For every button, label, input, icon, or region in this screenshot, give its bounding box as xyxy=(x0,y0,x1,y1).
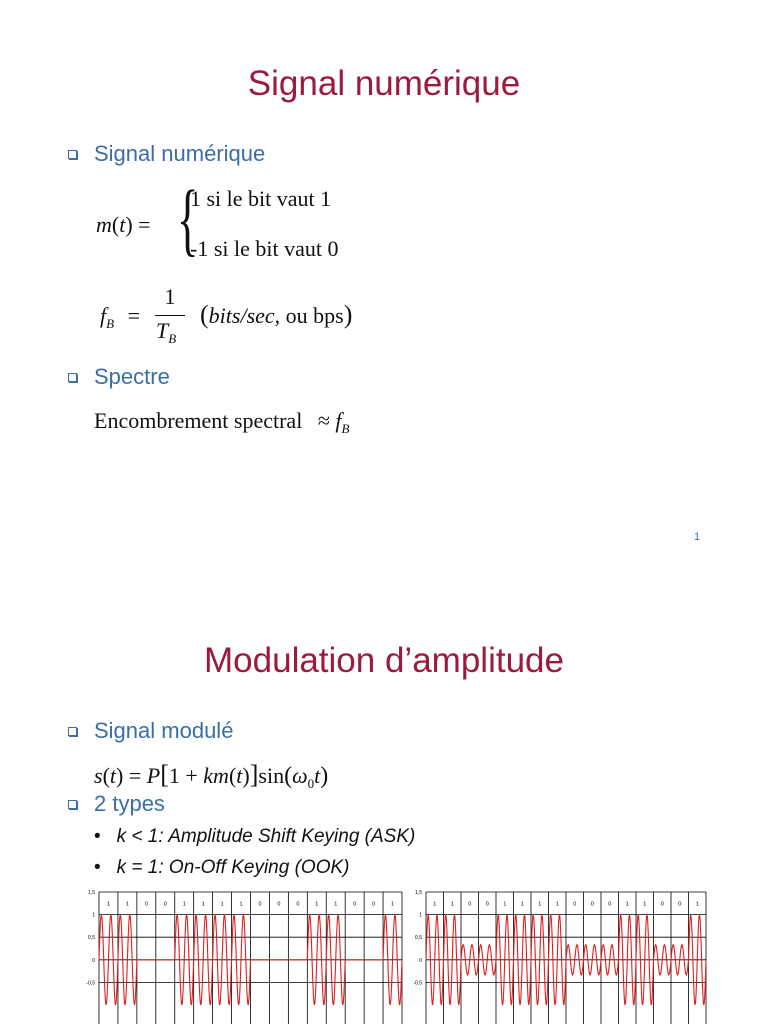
square-bullet-icon xyxy=(68,800,77,809)
case-bit-zero: -1 si le bit vaut 0 xyxy=(190,236,339,261)
bullet-label: Signal modulé xyxy=(94,718,234,743)
bit-label: 0 xyxy=(608,901,612,908)
bit-label: 1 xyxy=(433,901,437,908)
bit-label: 1 xyxy=(315,901,319,908)
case-bit-one: 1 si le bit vaut 1 xyxy=(190,186,332,211)
ask-waveform-svg xyxy=(406,884,712,1024)
y-tick-label: 1 xyxy=(419,912,422,919)
bit-label: 1 xyxy=(555,901,559,908)
slide1-bullet-spectre xyxy=(68,364,170,390)
bullet-label: Signal numérique xyxy=(94,141,266,166)
modulated-signal-formula: $s(t) = P[1 + km(t)]\sin(\omega_0t)$ xyxy=(94,760,329,791)
y-tick-label: 1,5 xyxy=(88,890,95,896)
bit-label: 1 xyxy=(239,901,243,908)
bullet-label: Spectre xyxy=(94,364,170,389)
bit-label: 0 xyxy=(468,901,472,908)
square-bullet-icon xyxy=(68,150,77,159)
bit-label: 0 xyxy=(277,901,281,908)
bit-label: 1 xyxy=(625,901,629,908)
bit-label: 0 xyxy=(372,901,376,908)
slide1-bullet-signal xyxy=(68,141,265,167)
bit-label: 0 xyxy=(258,901,262,908)
y-tick-label: 1,5 xyxy=(415,890,422,896)
bit-label: 1 xyxy=(503,901,507,908)
ook-waveform-chart xyxy=(80,884,408,1024)
fraction-bar xyxy=(155,315,185,316)
bit-label: 0 xyxy=(485,901,489,908)
square-bullet-icon xyxy=(68,727,77,736)
bit-label: 0 xyxy=(296,901,300,908)
bit-label: 0 xyxy=(144,901,148,908)
y-tick-label: 0,5 xyxy=(415,935,422,942)
bit-label: 1 xyxy=(643,901,647,908)
y-tick-label: 1 xyxy=(92,912,95,919)
spectral-occupancy: Encombrement spectral ≈ $f_B$ xyxy=(94,408,350,436)
bullet-label: 2 types xyxy=(94,791,165,816)
square-bullet-icon xyxy=(68,373,77,382)
y-tick-label: 0 xyxy=(419,957,422,964)
y-tick-label: -0,5 xyxy=(86,980,95,987)
slide2-bullet-signal-module xyxy=(68,718,233,744)
bit-label: 1 xyxy=(450,901,454,908)
bit-label: 1 xyxy=(538,901,542,908)
fb-units: (bits/sec, ou bps) xyxy=(200,300,353,329)
slide1-title: Signal numérique xyxy=(247,64,521,103)
bit-label: 0 xyxy=(573,901,577,908)
y-tick-label: -0,5 xyxy=(413,980,422,987)
ask-waveform-chart xyxy=(406,884,712,1024)
y-tick-label: 0 xyxy=(92,957,95,964)
slide2-title: Modulation d’amplitude xyxy=(204,641,564,680)
bit-label: 1 xyxy=(106,901,110,908)
bit-label: 0 xyxy=(678,901,682,908)
sub-bullet-ook: • k = 1: On-Off Keying (OOK) xyxy=(94,857,350,878)
bit-label: 1 xyxy=(201,901,205,908)
fb-fraction-denominator: $T_B$ xyxy=(156,318,177,346)
bit-label: 0 xyxy=(660,901,664,908)
bit-label: 1 xyxy=(695,901,699,908)
bit-label: 1 xyxy=(125,901,129,908)
y-tick-label: 0,5 xyxy=(88,935,95,942)
sub-bullet-ask: • k < 1: Amplitude Shift Keying (ASK) xyxy=(94,826,416,847)
bit-label: 0 xyxy=(353,901,357,908)
ook-waveform-svg xyxy=(80,884,408,1024)
page-number: 1 xyxy=(694,531,701,543)
bit-label: 0 xyxy=(590,901,594,908)
fb-lhs: $f_B$ = xyxy=(100,303,140,331)
bit-label: 1 xyxy=(391,901,395,908)
slide2-bullet-types xyxy=(68,791,165,817)
bit-label: 1 xyxy=(520,901,524,908)
bit-label: 1 xyxy=(334,901,338,908)
left-brace-icon: { xyxy=(176,173,199,264)
m-of-t-lhs: m(t) = xyxy=(96,212,151,237)
bit-label: 0 xyxy=(163,901,167,908)
bit-label: 1 xyxy=(182,901,186,908)
bit-label: 1 xyxy=(220,901,224,908)
fb-fraction-numerator: 1 xyxy=(164,284,176,309)
